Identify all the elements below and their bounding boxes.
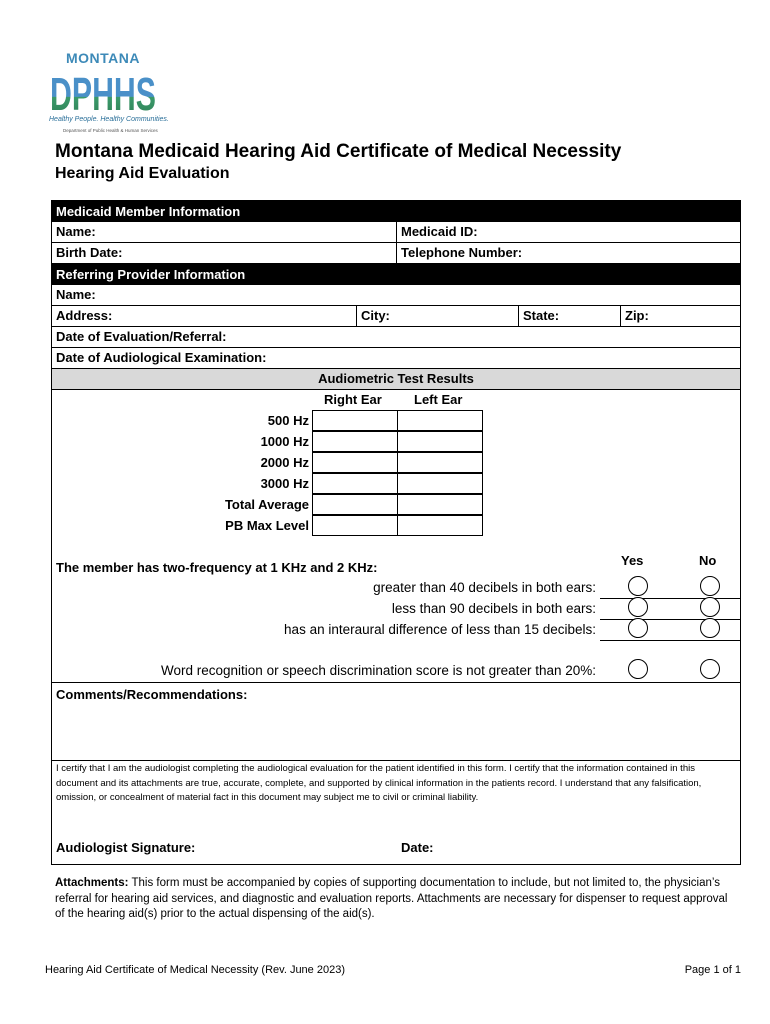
freq-1000-label: 1000 Hz	[260, 434, 309, 449]
certificate-form	[51, 200, 741, 865]
comments-area[interactable]	[52, 682, 740, 761]
provider-section-header: Referring Provider Information	[52, 264, 740, 285]
criterion-divider	[600, 598, 740, 599]
form-title: Montana Medicaid Hearing Aid Certificate of Medical Necessity	[55, 141, 622, 162]
right-ear-1000-input[interactable]	[312, 431, 398, 452]
state-field[interactable]: State:	[518, 306, 620, 327]
footer-page-number: Page 1 of 1	[684, 964, 741, 976]
freq-3000-label: 3000 Hz	[260, 476, 309, 491]
right-ear-2000-input[interactable]	[312, 452, 398, 473]
left-ear-3000-input[interactable]	[397, 473, 483, 494]
attachments-note	[55, 876, 735, 923]
audiometric-section-header: Audiometric Test Results	[52, 369, 740, 390]
footer-form-revision: Hearing Aid Certificate of Medical Necessity (Rev. June 2023)	[45, 964, 345, 976]
interaural-yes-radio[interactable]	[628, 618, 648, 638]
attachments-label: Attachments:	[55, 877, 129, 889]
pb-max-level-label: PB Max Level	[225, 518, 309, 533]
form-subtitle: Hearing Aid Evaluation	[55, 165, 230, 182]
interaural-no-radio[interactable]	[700, 618, 720, 638]
logo-tagline: Healthy People. Healthy Communities.	[49, 116, 169, 123]
telephone-field[interactable]: Telephone Number:	[396, 243, 740, 264]
comments-label: Comments/Recommendations:	[56, 687, 248, 702]
less-than-90-no-radio[interactable]	[700, 597, 720, 617]
member-section-header: Medicaid Member Information	[52, 201, 740, 222]
greater-than-40-no-radio[interactable]	[700, 576, 720, 596]
logo-department: Department of Public Health & Human Services	[63, 128, 158, 133]
logo-state-name: MONTANA	[65, 50, 140, 66]
address-field[interactable]: Address:	[56, 308, 113, 323]
provider-name-row	[52, 285, 740, 306]
left-ear-500-input[interactable]	[397, 410, 483, 431]
city-field[interactable]: City:	[356, 306, 518, 327]
left-ear-header: Left Ear	[414, 392, 463, 407]
logo-agency: DPHHS	[50, 68, 156, 114]
word-recognition-yes-radio[interactable]	[628, 659, 648, 679]
greater-than-40-yes-radio[interactable]	[628, 576, 648, 596]
left-ear-2000-input[interactable]	[397, 452, 483, 473]
member-row-1	[52, 222, 740, 243]
signature-date-field[interactable]: Date:	[401, 840, 434, 855]
provider-name-field[interactable]: Name:	[56, 287, 96, 302]
criterion-interaural-difference: has an interaural difference of less than 15 decibels:	[284, 622, 596, 637]
right-ear-header: Right Ear	[324, 392, 382, 407]
dphhs-logo	[47, 50, 169, 138]
member-row-2	[52, 243, 740, 264]
total-average-label: Total Average	[224, 497, 309, 512]
less-than-90-yes-radio[interactable]	[628, 597, 648, 617]
audiological-exam-date-field[interactable]: Date of Audiological Examination:	[56, 350, 267, 365]
criterion-divider	[600, 640, 740, 641]
criterion-less-than-90: less than 90 decibels in both ears:	[391, 601, 596, 616]
audiologist-signature-field[interactable]: Audiologist Signature:	[56, 840, 196, 855]
criterion-divider	[600, 619, 740, 620]
eval-date-row	[52, 327, 740, 348]
member-name-field[interactable]: Name:	[56, 224, 96, 239]
medicaid-id-field[interactable]: Medicaid ID:	[396, 222, 740, 243]
right-ear-pb-max-input[interactable]	[312, 515, 398, 536]
right-ear-total-average-input[interactable]	[312, 494, 398, 515]
birth-date-field[interactable]: Birth Date:	[56, 245, 123, 260]
left-ear-pb-max-input[interactable]	[397, 515, 483, 536]
criterion-word-recognition: Word recognition or speech discrimination score is not greater than 20%:	[161, 663, 596, 678]
zip-field[interactable]: Zip:	[620, 306, 740, 327]
audio-date-row	[52, 348, 740, 369]
freq-500-label: 500 Hz	[267, 413, 309, 428]
evaluation-date-field[interactable]: Date of Evaluation/Referral:	[56, 329, 227, 344]
attachments-text: This form must be accompanied by copies of supporting documentation to include, but not limited to, the physician’s referral for hearing aid services, and diagnostic and evaluation reports. Attachments are necessary for dispenser to request approval of the hearing aid(s) prior to the actual dispensing of the aid(s).	[55, 877, 728, 920]
right-ear-3000-input[interactable]	[312, 473, 398, 494]
no-column-header: No	[699, 553, 717, 568]
freq-2000-label: 2000 Hz	[260, 455, 309, 470]
yes-column-header: Yes	[621, 553, 644, 568]
right-ear-500-input[interactable]	[312, 410, 398, 431]
criterion-greater-than-40: greater than 40 decibels in both ears:	[373, 580, 596, 595]
word-recognition-no-radio[interactable]	[700, 659, 720, 679]
logo-mountain-mark	[49, 64, 157, 114]
certification-statement: I certify that I am the audiologist completing the audiological evaluation for the patient identified in this form. I certify that the information contained in this document and its attachments are true, accurate, complete, and supported by clinical information in the patients record. I understand that any falsification, omission, or concealment of material fact in this document may subject me to civil or criminal liability.	[56, 763, 702, 803]
provider-address-row	[52, 306, 740, 327]
left-ear-1000-input[interactable]	[397, 431, 483, 452]
left-ear-total-average-input[interactable]	[397, 494, 483, 515]
criteria-intro: The member has two-frequency at 1 KHz and 2 KHz:	[56, 560, 378, 575]
